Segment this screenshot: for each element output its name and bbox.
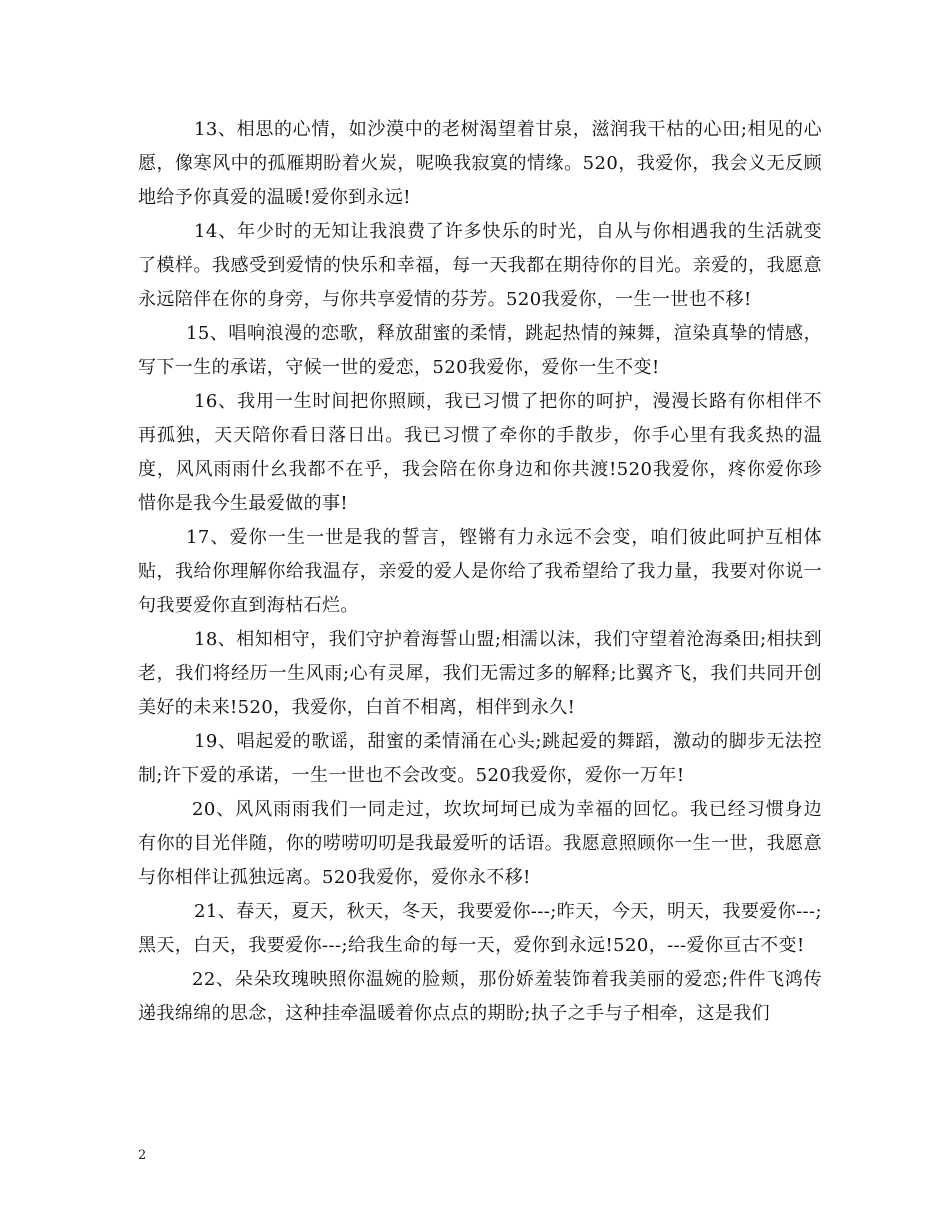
- paragraph-19: 19、唱起爱的歌谣，甜蜜的柔情涌在心头;跳起爱的舞蹈，激动的脚步无法控制;许下爱的承诺，一生一世也不会改变。520我爱你，爱你一万年!: [138, 731, 822, 786]
- paragraph-13: 13、相思的心情，如沙漠中的老树渴望着甘泉，滋润我干枯的心田;相见的心愿，像寒风中的孤雁期盼着火炭，呢唤我寂寞的情缘。520，我爱你，我会义无反顾地给予你真爱的温暖!爱你到永远!: [138, 119, 822, 208]
- paragraph-22: 22、朵朵玫瑰映照你温婉的脸颊，那份娇羞装饰着我美丽的爱恋;件件飞鸿传递我绵绵的思念，这种挂牵温暖着你点点的期盼;执子之手与子相牵，这是我们: [138, 969, 822, 1024]
- paragraph-21: 21、春天，夏天，秋天，冬天，我要爱你---;昨天，今天，明天，我要爱你---;黑天，白天，我要爱你---;给我生命的每一天，爱你到永远!520，---爱你亘古不变!: [138, 901, 822, 956]
- paragraph-17: 17、爱你一生一世是我的誓言，铿锵有力永远不会变，咱们彼此呵护互相体贴，我给你理解你给我温存，亲爱的爱人是你给了我希望给了我力量，我要对你说一句我要爱你直到海枯石烂。: [138, 527, 822, 616]
- paragraph-18: 18、相知相守，我们守护着海誓山盟;相濡以沫，我们守望着沧海桑田;相扶到老，我们将经历一生风雨;心有灵犀，我们无需过多的解释;比翼齐飞，我们共同开创美好的未来!520，我爱你，白首不相离，相伴到永久!: [138, 629, 822, 718]
- page-number: 2: [138, 1148, 147, 1163]
- paragraph-16: 16、我用一生时间把你照顾，我已习惯了把你的呵护，漫漫长路有你相伴不再孤独，天天陪你看日落日出。我已习惯了牵你的手散步，你手心里有我炙热的温度，风风雨雨什幺我都不在乎，我会陪在你身边和你共渡!520我爱你，疼你爱你珍惜你是我今生最爱做的事!: [138, 391, 822, 514]
- paragraph-14: 14、年少时的无知让我浪费了许多快乐的时光，自从与你相遇我的生活就变了模样。我感受到爱情的快乐和幸福，每一天我都在期待你的目光。亲爱的，我愿意永远陪伴在你的身旁，与你共享爱情的芬芳。520我爱你，一生一世也不移!: [138, 221, 822, 310]
- document-body: [138, 113, 822, 1031]
- paragraph-20: 20、风风雨雨我们一同走过，坎坎坷坷已成为幸福的回忆。我已经习惯身边有你的目光伴随，你的唠唠叨叨是我最爱听的话语。我愿意照顾你一生一世，我愿意与你相伴让孤独远离。520我爱你，爱你永不移!: [138, 799, 822, 888]
- paragraph-15: 15、唱响浪漫的恋歌，释放甜蜜的柔情，跳起热情的辣舞，渲染真挚的情感，写下一生的承诺，守候一世的爱恋，520我爱你，爱你一生不变!: [138, 323, 822, 378]
